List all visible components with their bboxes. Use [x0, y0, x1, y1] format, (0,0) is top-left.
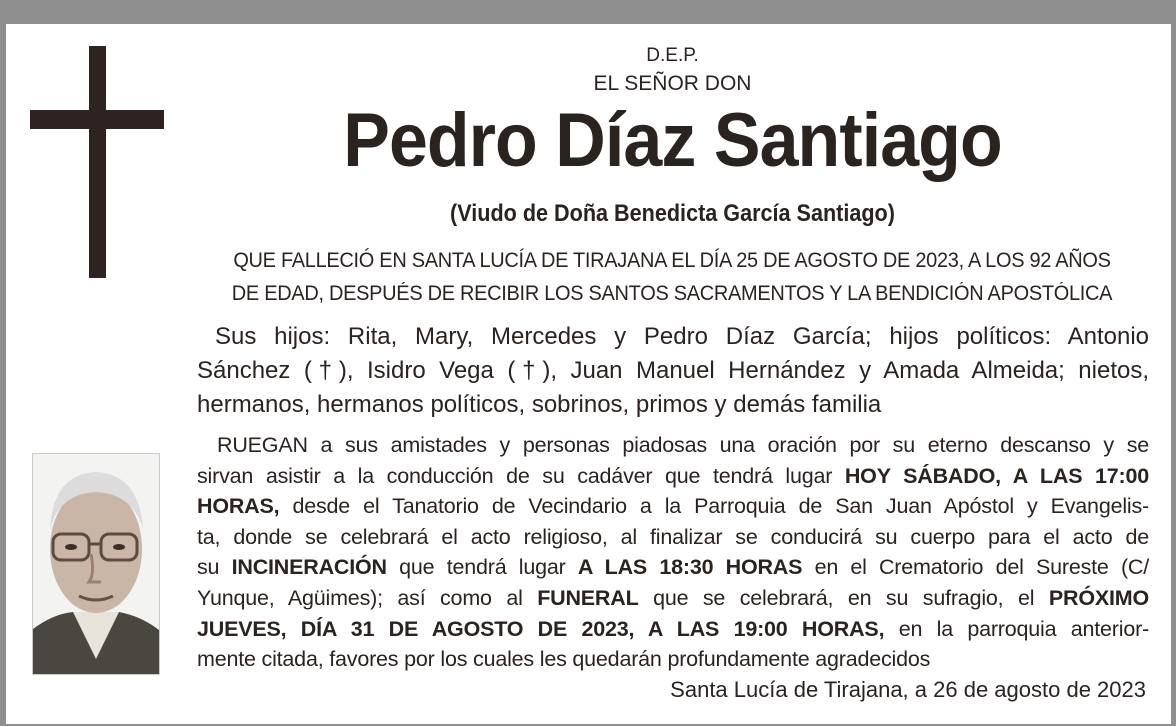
family-line: Sus hijos: Rita, Mary, Mercedes y Pedro Díaz García; hijos políticos: Antonio — [215, 323, 1149, 350]
paragraph-line: RUEGAN a sus amistades y personas piadosas una oración por su eterno descanso y se — [217, 433, 1149, 457]
family-line: Sánchez (†), Isidro Vega (†), Juan Manuel Hernández y Amada Almeida; nietos, — [197, 357, 1149, 384]
death-notice-line-2: DE EDAD, DESPUÉS DE RECIBIR LOS SANTOS SACRAMENTOS Y LA BENDICIÓN APOSTÓLICA — [231, 282, 1113, 305]
paragraph-line: Yunque, Agüimes); así como al FUNERAL que se celebrará, en su sufragio, el PRÓXIMO — [197, 585, 1149, 610]
funeral-paragraph — [197, 430, 1149, 675]
deceased-name: Pedro Díaz Santiago — [343, 98, 1002, 183]
widower-note: (Viudo de Doña Benedicta García Santiago) — [450, 200, 895, 227]
dep-label: D.E.P. — [646, 45, 699, 66]
paragraph-line: ta, donde se celebrará el acto religioso, al finalizar se conducirá su cuerpo para el acto de — [197, 524, 1149, 549]
family-paragraph — [197, 320, 1149, 422]
paragraph-line: HORAS, desde el Tanatorio de Vecindario a la Parroquia de San Juan Apóstol y Evangelis- — [197, 494, 1149, 519]
paragraph-line: mente citada, favores por los cuales les quedarán profundamente agradecidos — [197, 647, 931, 672]
portrait-photo — [32, 453, 160, 675]
death-notice-line-1: QUE FALLECIÓ EN SANTA LUCÍA DE TIRAJANA EL DÍA 25 DE AGOSTO DE 2023, A LOS 92 AÑOS — [233, 249, 1111, 272]
place-date-signature: Santa Lucía de Tirajana, a 26 de agosto de 2023 — [670, 677, 1146, 702]
paragraph-line: JUEVES, DÍA 31 DE AGOSTO DE 2023, A LAS 19:00 HORAS, en la parroquia anterior- — [197, 616, 1149, 641]
paragraph-line: su INCINERACIÓN que tendrá lugar A LAS 18:30 HORAS en el Crematorio del Sureste (C/ — [197, 555, 1150, 580]
senor-label: EL SEÑOR DON — [593, 72, 752, 95]
paragraph-line: sirvan asistir a la conducción de su cadáver que tendrá lugar HOY SÁBADO, A LAS 17:00 — [197, 463, 1149, 488]
family-line: hermanos, hermanos políticos, sobrinos, primos y demás familia — [197, 391, 882, 418]
